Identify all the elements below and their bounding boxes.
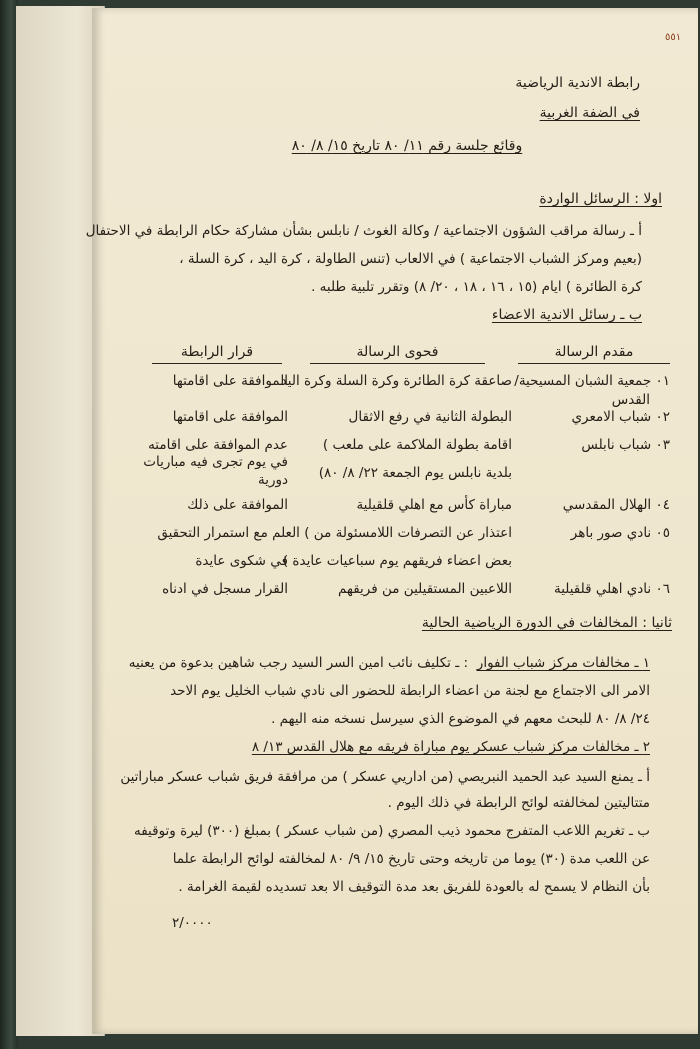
violation-1-text-2: الامر الى الاجتماع مع لجنة من اعضاء الرابطة للحضور الى نادي شباب الخليل يوم الاحد [170, 683, 650, 699]
violation-2-a-line-2: متتاليتين لمخالفته لوائح الرابطة في ذلك اليوم . [387, 795, 650, 811]
corner-mark: ٥٥١ [665, 32, 682, 43]
col-header-decision: قرار الرابطة [152, 343, 282, 364]
violation-2-b-line-1: ب ـ تغريم اللاعب المتفرج محمود ذيب المصري (من شباب عسكر ) بمبلغ (٣٠٠) ليرة وتوقيفه [133, 823, 650, 839]
item-a-line-2: (بعيم ومركز الشباب الاجتماعية ) في الالعاب (تنس الطاولة ، كرة اليد ، كرة السلة ، [179, 251, 642, 267]
row-sender: ٠١ جمعية الشبان المسيحية/ [514, 373, 670, 389]
org-name: رابطة الاندية الرياضية [515, 75, 640, 91]
violation-2-title: ٢ ـ مخالفات مركز شباب عسكر يوم مباراة فريقه مع هلال القدس ١٣/ ٨ [251, 739, 650, 755]
item-a-line-1: أ ـ رسالة مراقب الشؤون الاجتماعية / وكالة الغوث / نابلس بشأن مشاركة حكام الرابطة في الاحتفال [85, 223, 642, 239]
item-a-line-3: كرة الطائرة ) ايام (١٥ ، ١٦ ، ١٨ ، ٢٠/ ٨) وتقرر تلبية طلبه . [311, 279, 642, 295]
org-region: في الضفة الغربية [539, 105, 640, 121]
item-b-title: ب ـ رسائل الاندية الاعضاء [491, 307, 642, 323]
row-decision: الموافقة على ذلك [187, 497, 288, 513]
violation-2-b-line-2: عن اللعب مدة (٣٠) يوما من تاريخه وحتى تاريخ ١٥/ ٩/ ٨٠ لمخالفته لوائح الرابطة علما [172, 851, 650, 867]
row-sender: ٠٥ نادي صور باهر [570, 525, 670, 541]
row-content: صاعقة كرة الطائرة وكرة السلة وكرة اليد [280, 373, 512, 389]
row-decision: القرار مسجل في ادناه [162, 581, 288, 597]
row-decision: في يوم تجرى فيه مباريات [143, 454, 288, 470]
row-content: البطولة الثانية في رفع الاثقال [348, 409, 512, 425]
row-decision: دورية [257, 472, 288, 488]
violation-2-b-line-3: بأن النظام لا يسمح له بالعودة للفريق بعد مدة التوقيف الا بعد تسديده لقيمة الغرامة . [178, 879, 650, 895]
row-sender: ٠٢ شباب الامعري [571, 409, 670, 425]
row-content: اعتذار عن التصرفات اللامسئولة من ) العلم مع استمرار التحقيق [157, 525, 512, 541]
row-sender: ٠٦ نادي اهلي قلقيلية [553, 581, 670, 597]
row-sender: ٠٤ الهلال المقدسي [562, 497, 670, 513]
section2-title: ثانيا : المخالفات في الدورة الرياضية الحالية [421, 615, 672, 631]
row-content: اللاعبين المستقيلين من فريقهم [338, 581, 512, 597]
session-title: وقائع جلسة رقم ١١/ ٨٠ تاريخ ١٥/ ٨/ ٨٠ [291, 138, 523, 154]
violation-1-title: ١ ـ مخالفات مركز شباب الفوار [476, 655, 650, 671]
violation-1-text-1: : ـ تكليف نائب امين السر السيد رجب شاهين بدعوة من يعنيه [128, 655, 468, 671]
row-sender: ٠٣ شباب نابلس [581, 437, 670, 453]
col-header-content: فحوى الرسالة [310, 343, 485, 364]
row-content: بعض اعضاء فريقهم يوم سباعيات عايدة ) [282, 553, 512, 569]
row-content: مباراة كأس مع اهلي قلقيلية [356, 497, 512, 513]
row-decision: عدم الموافقة على اقامته [148, 437, 288, 453]
row-sender: القدس [611, 392, 650, 408]
row-content: اقامة بطولة الملاكمة على ملعب ) [322, 437, 512, 453]
row-decision: الموافقة على اقامتها [172, 373, 288, 389]
page-marker: ٢/٠٠٠٠ [172, 915, 213, 931]
row-content: بلدية نابلس يوم الجمعة ٢٢/ ٨/ ٨٠) [318, 465, 512, 481]
section1-title: اولا : الرسائل الواردة [539, 191, 662, 207]
row-decision: الموافقة على اقامتها [172, 409, 288, 425]
row-decision: في شكوى عايدة [195, 553, 288, 569]
violation-2-a-line-1: أ ـ يمنع السيد عبد الحميد النبريصي (من اداريي عسكر ) من مرافقة فريق شباب عسكر مباراتين [120, 769, 650, 785]
col-header-sender: مقدم الرسالة [518, 343, 670, 364]
violation-1-text-3: ٢٤/ ٨/ ٨٠ للبحث معهم في الموضوع الذي سيرسل نسخه منه اليهم . [271, 711, 650, 727]
document-page [85, 8, 698, 1034]
